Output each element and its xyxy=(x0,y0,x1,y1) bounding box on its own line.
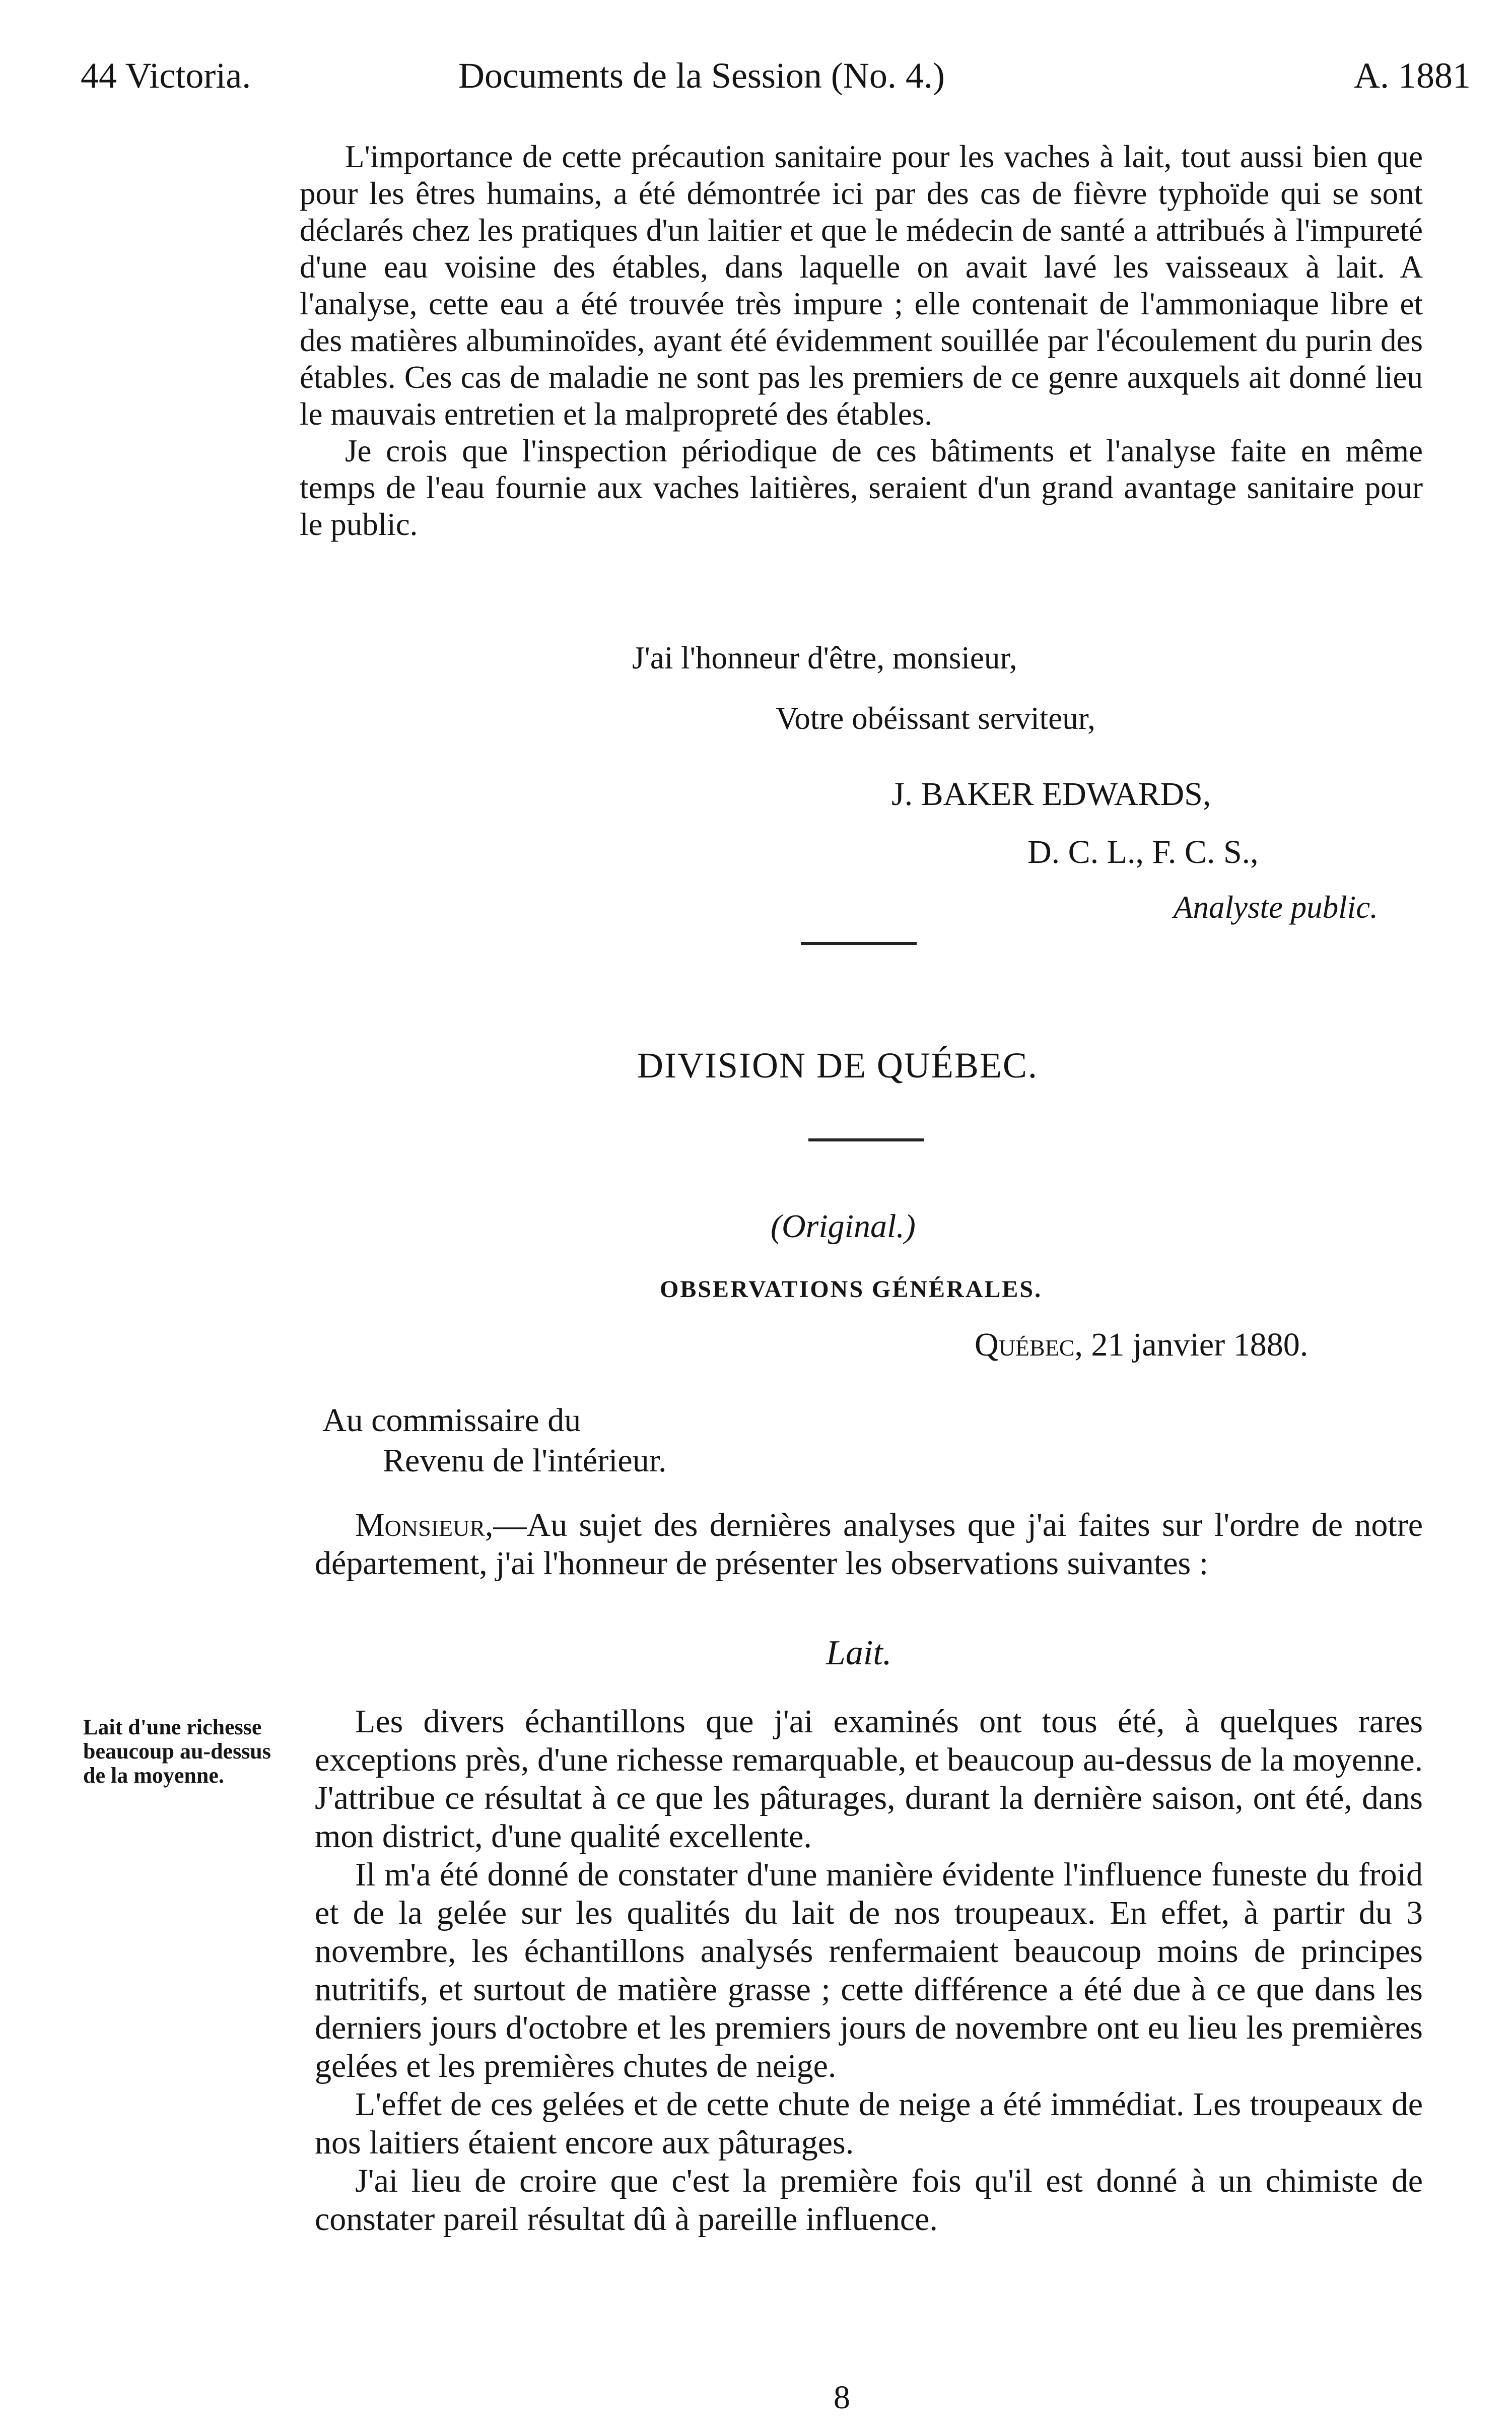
page-number: 8 xyxy=(834,2379,850,2416)
addressee-line: Au commissaire du xyxy=(322,1402,581,1439)
original-label: (Original.) xyxy=(771,1208,916,1245)
signature-name: J. BAKER EDWARDS, xyxy=(891,776,1211,813)
paragraph: Les divers échantillons que j'ai examinés ont tous été, à quelques rares exceptions près, d'une richesse remarquable, et beaucoup au-dessus de la moyenne. J'attribue ce résultat à ce que les pâturages, durant la dernière saison, ont été, dans mon district, d'une qualité excellente. xyxy=(315,1703,1423,1855)
section-title: DIVISION DE QUÉBEC. xyxy=(637,1045,1038,1086)
running-header xyxy=(81,48,1471,103)
header-year: A. 1881 xyxy=(1354,55,1471,96)
paragraph: L'effet de ces gelées et de cette chute de neige a été immédiat. Les troupeaux de nos laitiers étaient encore aux pâturages. xyxy=(315,2086,1423,2161)
letter-date xyxy=(975,1325,1308,1365)
addressee-line: Revenu de l'intérieur. xyxy=(383,1442,667,1479)
header-volume: 44 Victoria. xyxy=(81,55,251,96)
section-divider xyxy=(801,942,917,945)
signature-role: Analyste public. xyxy=(1174,890,1378,925)
date-text: 21 janvier 1880. xyxy=(1082,1326,1309,1363)
closing-line: Votre obéissant serviteur, xyxy=(776,701,1095,736)
intro-text: —Au sujet des dernières analyses que j'ai faites sur l'ordre de notre département, j'ai l'honneur de présenter les observations suivantes : xyxy=(315,1507,1423,1582)
salutation: Monsieur, xyxy=(355,1507,494,1543)
topic-body xyxy=(315,1703,1423,2239)
paragraph: Il m'a été donné de constater d'une manière évidente l'influence funeste du froid et de la gelée sur les qualités du lait de nos troupeaux. En effet, à partir du 3 novembre, les échantillons analysés renfermaient beaucoup moins de principes nutritifs, et surtout de matière grasse ; cette différence a été due à ce que dans les derniers jours d'octobre et les premiers jours de novembre ont eu lieu les premières gelées et les premières chutes de neige. xyxy=(315,1856,1423,2084)
paragraph: Je crois que l'inspection périodique de ces bâtiments et l'analyse faite en même temps de l'eau fournie aux vaches laitières, seraient d'un grand avantage sanitaire pour le public. xyxy=(300,433,1423,542)
paragraph: J'ai lieu de croire que c'est la première fois qu'il est donné à un chimiste de constater pareil résultat dû à pareille influence. xyxy=(315,2163,1423,2238)
closing-line: J'ai l'honneur d'être, monsieur, xyxy=(632,640,1017,675)
signature-titles: D. C. L., F. C. S., xyxy=(1027,834,1259,870)
header-title: Documents de la Session (No. 4.) xyxy=(458,55,945,96)
date-city: Québec, xyxy=(975,1326,1083,1363)
subsection-title: OBSERVATIONS GÉNÉRALES. xyxy=(660,1276,1043,1303)
topic-heading: Lait. xyxy=(826,1634,892,1672)
paragraph: L'importance de cette précaution sanitaire pour les vaches à lait, tout aussi bien que pour les êtres humains, a été démontrée ici par des cas de fièvre typhoïde qui se sont déclarés chez les pratiques d'un laitier et que le médecin de santé a attribués à l'impureté d'une eau voisine des étables, dans laquelle on avait lavé les vaisseaux à lait. A l'analyse, cette eau a été trouvée très impure ; elle contenait de l'ammoniaque libre et des matières albuminoïdes, ayant été évidemment souillée par l'écoulement du purin des étables. Ces cas de maladie ne sont pas les premiers de ce genre auxquels ait donné lieu le mauvais entretien et la malpropreté des étables. xyxy=(300,139,1423,432)
letter-intro xyxy=(315,1506,1423,1583)
letter-body xyxy=(300,139,1423,543)
section-divider xyxy=(808,1138,924,1141)
margin-note: Lait d'une richesse beaucoup au-dessus de la moyenne. xyxy=(83,1715,271,1788)
